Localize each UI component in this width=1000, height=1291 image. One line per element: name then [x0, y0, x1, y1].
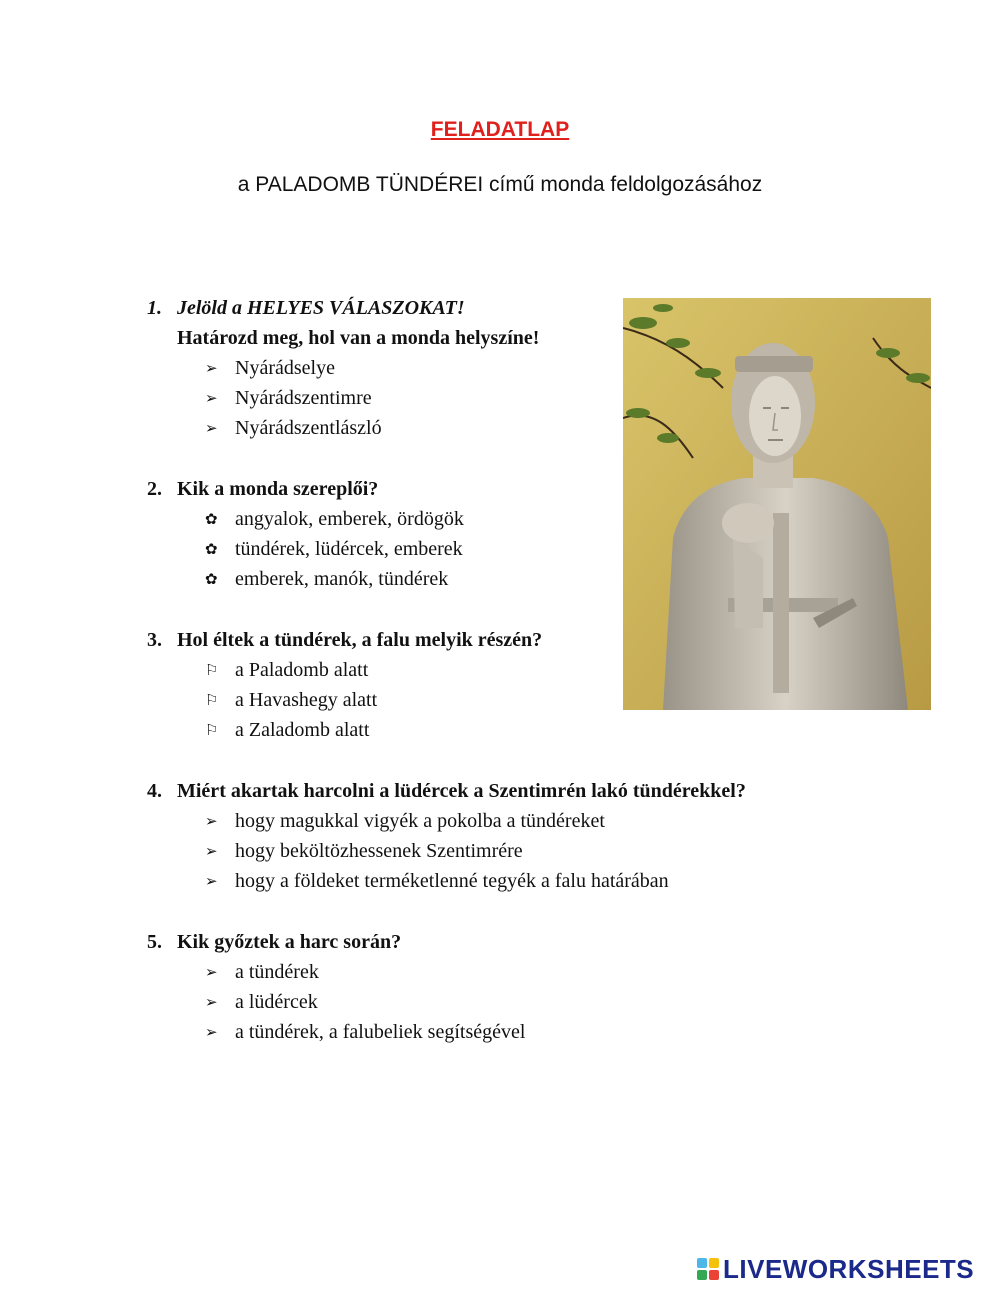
answer-option[interactable] [205, 655, 368, 686]
arrow-bullet-icon: ➢ [205, 391, 218, 407]
answer-option-label: Nyárádselye [235, 357, 335, 379]
answer-option[interactable] [205, 383, 372, 414]
flag-bullet-icon: ⚐ [205, 723, 219, 739]
answer-option[interactable] [205, 534, 463, 565]
question-number: 2. [147, 478, 162, 500]
answer-option-label: tündérek, lüdércek, emberek [235, 538, 463, 560]
question-4 [147, 776, 746, 806]
answer-option-label: a Havashegy alatt [235, 689, 378, 711]
question-3 [147, 625, 542, 655]
question-number: 3. [147, 629, 162, 651]
answer-option-label: a tündérek, a falubeliek segítségével [235, 1021, 526, 1043]
question-text: Jelöld a HELYES VÁLASZOKAT! [177, 297, 465, 319]
question-text: Kik a monda szereplői? [177, 478, 379, 500]
question-number: 5. [147, 931, 162, 953]
answer-option[interactable] [205, 987, 318, 1018]
worksheet-title: FELADATLAP [430, 118, 570, 141]
answer-option-label: Nyárádszentimre [235, 387, 372, 409]
answer-option[interactable] [205, 806, 605, 837]
arrow-bullet-icon: ➢ [205, 965, 218, 981]
answer-option[interactable] [205, 353, 335, 384]
flower-bullet-icon: ✿ [205, 512, 218, 528]
arrow-bullet-icon: ➢ [205, 1025, 218, 1041]
logo-text: LIVEWORKSHEETS [723, 1253, 975, 1284]
arrow-bullet-icon: ➢ [205, 995, 218, 1011]
arrow-bullet-icon: ➢ [205, 874, 218, 890]
question-1 [147, 293, 465, 323]
answer-option-label: a tündérek [235, 961, 319, 983]
answer-option[interactable] [205, 836, 523, 867]
flower-bullet-icon: ✿ [205, 572, 218, 588]
answer-option[interactable] [205, 685, 377, 716]
question-text: Miért akartak harcolni a lüdércek a Szentimrén lakó tündérekkel? [177, 780, 746, 802]
arrow-bullet-icon: ➢ [205, 844, 218, 860]
question-5 [147, 927, 401, 957]
answer-option-label: a Paladomb alatt [235, 659, 369, 681]
arrow-bullet-icon: ➢ [205, 361, 218, 377]
question-2 [147, 474, 378, 504]
answer-option-label: emberek, manók, tündérek [235, 568, 449, 590]
answer-option[interactable] [205, 413, 382, 444]
answer-option-label: hogy beköltözhessenek Szentimrére [235, 840, 523, 862]
question-text: Kik győztek a harc során? [177, 931, 402, 953]
answer-option-label: angyalok, emberek, ördögök [235, 508, 464, 530]
statue-photo [623, 298, 931, 710]
question-text: Hol éltek a tündérek, a falu melyik részén? [177, 629, 543, 651]
answer-option-label: a lüdércek [235, 991, 318, 1013]
answer-option[interactable] [205, 504, 464, 535]
question-1-subtext: Határozd meg, hol van a monda helyszíne! [177, 327, 540, 349]
arrow-bullet-icon: ➢ [205, 421, 218, 437]
answer-option-label: hogy magukkal vigyék a pokolba a tündéreket [235, 810, 605, 832]
answer-option-label: a Zaladomb alatt [235, 719, 370, 741]
logo-blocks-icon [697, 1258, 719, 1280]
arrow-bullet-icon: ➢ [205, 814, 218, 830]
statue-illustration [623, 298, 931, 710]
flag-bullet-icon: ⚐ [205, 663, 219, 679]
answer-option[interactable] [205, 1017, 525, 1048]
answer-option[interactable] [205, 866, 669, 897]
answer-option-label: Nyárádszentlászló [235, 417, 382, 439]
answer-option-label: hogy a földeket terméketlenné tegyék a falu határában [235, 870, 669, 892]
answer-option[interactable] [205, 564, 448, 595]
worksheet-subtitle: a PALADOMB TÜNDÉREI című monda feldolgozásához [237, 173, 763, 196]
answer-option[interactable] [205, 957, 319, 988]
liveworksheets-logo [697, 1254, 974, 1284]
flag-bullet-icon: ⚐ [205, 693, 219, 709]
question-number: 1. [147, 297, 162, 319]
question-number: 4. [147, 780, 162, 802]
flower-bullet-icon: ✿ [205, 542, 218, 558]
answer-option[interactable] [205, 715, 369, 746]
